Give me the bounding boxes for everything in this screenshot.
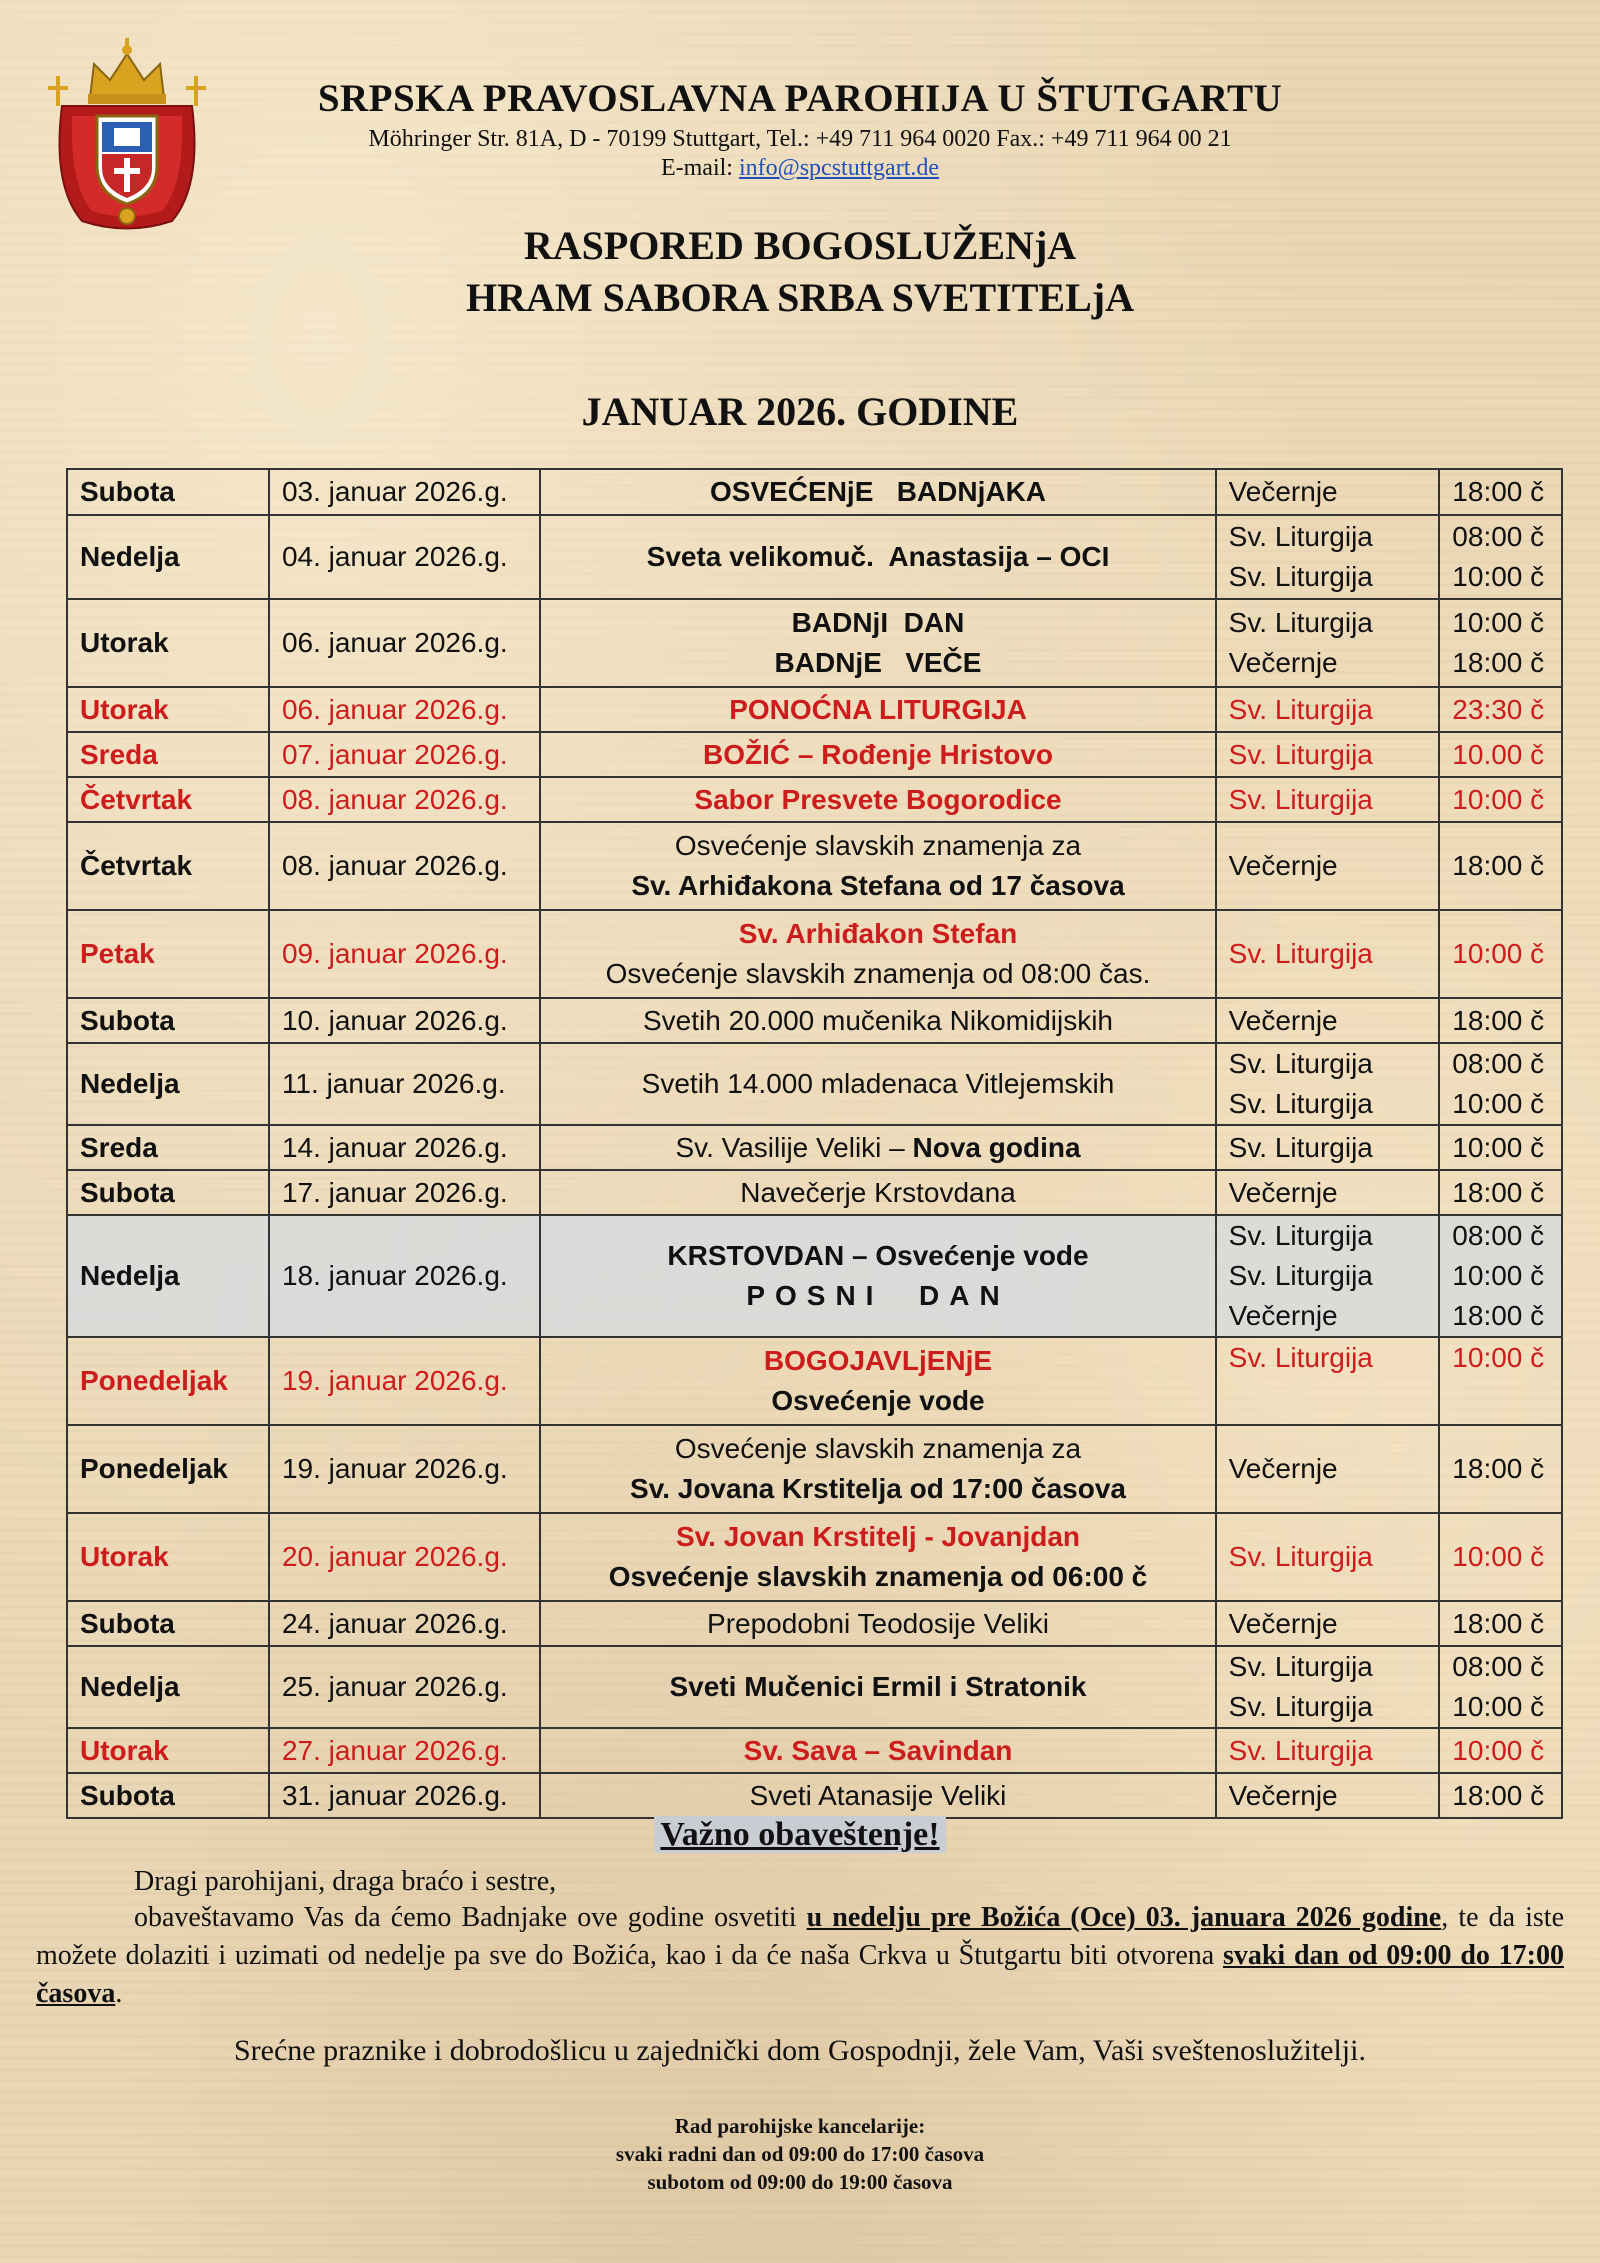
notice-text: , te da iste možete dolaziti i uzimati od nedelje pa sve do Božića, kao i da će naša Crkva u Štutgartu biti otvorena (36, 1902, 1564, 1971)
row-service (1216, 599, 1440, 687)
row-time: 10:00 č (1439, 1337, 1562, 1425)
row-event: Navečerje Krstovdana (540, 1170, 1215, 1215)
event-line: KRSTOVDAN – Osvećenje vode (667, 1240, 1089, 1271)
row-event: PONOĆNA LITURGIJA (540, 687, 1215, 732)
row-service: Sv. Liturgija (1216, 1728, 1440, 1773)
service-line: Sv. Liturgija (1228, 561, 1373, 592)
event-line: BOGOJAVLjENjE (763, 1345, 993, 1376)
row-date: 03. januar 2026.g. (269, 469, 540, 515)
row-event: Svetih 20.000 mučenika Nikomidijskih (540, 998, 1215, 1043)
row-service: Večernje (1216, 469, 1440, 515)
coat-of-arms-icon (42, 36, 212, 236)
row-date: 06. januar 2026.g. (269, 599, 540, 687)
event-line: Osvećenje vode (771, 1385, 985, 1416)
table-row (67, 1513, 1562, 1601)
row-day: Četvrtak (67, 777, 269, 822)
row-date: 07. januar 2026.g. (269, 732, 540, 777)
row-day: Utorak (67, 1513, 269, 1601)
row-date: 08. januar 2026.g. (269, 777, 540, 822)
row-event (540, 1425, 1215, 1513)
row-day: Četvrtak (67, 822, 269, 910)
row-date: 08. januar 2026.g. (269, 822, 540, 910)
time-line: 08:00 č (1452, 1651, 1545, 1682)
notice-date-emphasis: u nedelju pre Božića (Oce) 03. januara 2026 godine (806, 1902, 1442, 1933)
notice-text: obaveštavamo Vas da ćemo Badnjake ove godine osvetiti (134, 1902, 807, 1933)
table-row (67, 1646, 1562, 1728)
row-time: 18:00 č (1439, 822, 1562, 910)
row-day: Subota (67, 1773, 269, 1818)
event-line: Sv. Jovan Krstitelj - Jovanjdan (675, 1521, 1081, 1552)
row-time: 18:00 č (1439, 1773, 1562, 1818)
notice-greeting: Dragi parohijani, draga braćo i sestre, (134, 1866, 557, 1897)
event-line: Osvećenje slavskih znamenja od 08:00 čas. (605, 958, 1151, 989)
table-row (67, 1601, 1562, 1646)
row-event (540, 1513, 1215, 1601)
row-date: 19. januar 2026.g. (269, 1425, 540, 1513)
service-line: Večernje (1228, 647, 1338, 678)
row-time: 18:00 č (1439, 1170, 1562, 1215)
office-weekdays: svaki radni dan od 09:00 do 17:00 časova (615, 2142, 985, 2166)
table-row (67, 1425, 1562, 1513)
event-line: BADNjI DAN (791, 607, 965, 638)
row-time: 23:30 č (1439, 687, 1562, 732)
row-date: 18. januar 2026.g. (269, 1215, 540, 1337)
row-day: Utorak (67, 1728, 269, 1773)
service-line: Sv. Liturgija (1228, 521, 1373, 552)
service-line: Sv. Liturgija (1228, 1651, 1373, 1682)
event-line: Sveta velikomuč. Anastasija – OCI (646, 541, 1110, 572)
row-service: Sv. Liturgija (1216, 910, 1440, 998)
row-date: 14. januar 2026.g. (269, 1125, 540, 1170)
row-event (540, 1215, 1215, 1337)
row-time (1439, 599, 1562, 687)
service-line: Sv. Liturgija (1228, 1088, 1373, 1119)
row-time (1439, 515, 1562, 599)
time-line: 08:00 č (1452, 1220, 1545, 1251)
row-service: Večernje (1216, 998, 1440, 1043)
row-day: Petak (67, 910, 269, 998)
row-event: Prepodobni Teodosije Veliki (540, 1601, 1215, 1646)
row-time: 18:00 č (1439, 1601, 1562, 1646)
row-date: 09. januar 2026.g. (269, 910, 540, 998)
row-service: Sv. Liturgija (1216, 777, 1440, 822)
time-line: 08:00 č (1452, 521, 1545, 552)
table-row (67, 910, 1562, 998)
row-event (540, 1125, 1215, 1170)
table-row (67, 822, 1562, 910)
row-event: BOŽIĆ – Rođenje Hristovo (540, 732, 1215, 777)
schedule-title-line-2: HRAM SABORA SRBA SVETITELjA (466, 275, 1134, 320)
month-title: JANUAR 2026. GODINE (581, 389, 1019, 434)
table-row (67, 732, 1562, 777)
row-event (540, 515, 1215, 599)
notice-hours-emphasis: svaki dan od 09:00 do 17:00 časova (36, 1940, 1564, 2009)
event-line: Sv. Jovana Krstitelja od 17:00 časova (630, 1473, 1126, 1504)
parish-name: SRPSKA PRAVOSLAVNA PAROHIJA U ŠTUTGARTU (317, 77, 1283, 120)
event-line: Osvećenje slavskih znamenja za (674, 830, 1082, 861)
office-saturday: subotom od 09:00 do 19:00 časova (647, 2170, 953, 2194)
row-service (1216, 1043, 1440, 1125)
notice-title: Važno obaveštenje! (654, 1816, 945, 1853)
service-line: Večernje (1228, 1300, 1338, 1331)
row-event: Sveti Mučenici Ermil i Stratonik (540, 1646, 1215, 1728)
service-schedule-table (66, 468, 1563, 1819)
table-row (67, 599, 1562, 687)
row-time: 10:00 č (1439, 1513, 1562, 1601)
service-line: Sv. Liturgija (1228, 607, 1373, 638)
row-date: 10. januar 2026.g. (269, 998, 540, 1043)
event-text-bold: Nova godina (912, 1131, 1081, 1163)
row-date: 20. januar 2026.g. (269, 1513, 540, 1601)
table-row (67, 1043, 1562, 1125)
row-date: 24. januar 2026.g. (269, 1601, 540, 1646)
service-line: Sv. Liturgija (1228, 1048, 1373, 1079)
time-line: 10:00 č (1452, 607, 1545, 638)
table-row (67, 515, 1562, 599)
row-day: Ponedeljak (67, 1425, 269, 1513)
row-date: 17. januar 2026.g. (269, 1170, 540, 1215)
row-date: 25. januar 2026.g. (269, 1646, 540, 1728)
table-row (67, 1125, 1562, 1170)
notice-paragraph (36, 1899, 1564, 2013)
time-line: 10:00 č (1452, 1260, 1545, 1291)
row-service: Sv. Liturgija (1216, 732, 1440, 777)
row-service: Sv. Liturgija (1216, 1513, 1440, 1601)
row-event: Sveti Atanasije Veliki (540, 1773, 1215, 1818)
event-line: Osvećenje slavskih znamenja od 06:00 č (608, 1561, 1148, 1592)
notice-text: . (115, 1978, 123, 2009)
row-time (1439, 1215, 1562, 1337)
table-row (67, 1215, 1562, 1337)
table-row (67, 1728, 1562, 1773)
row-time (1439, 1646, 1562, 1728)
event-line: BADNjE VEČE (774, 647, 982, 678)
row-day: Subota (67, 1170, 269, 1215)
schedule-title (0, 220, 1600, 324)
row-day: Nedelja (67, 1043, 269, 1125)
row-time: 18:00 č (1439, 1425, 1562, 1513)
row-service: Večernje (1216, 1601, 1440, 1646)
time-line: 10:00 č (1452, 1691, 1545, 1722)
parish-address: Möhringer Str. 81A, D - 70199 Stuttgart, Tel.: +49 711 964 0020 Fax.: +49 711 964 00 21 (368, 126, 1232, 152)
table-row (67, 687, 1562, 732)
row-event: Svetih 14.000 mladenaca Vitlejemskih (540, 1043, 1215, 1125)
row-service (1216, 1215, 1440, 1337)
row-time: 18:00 č (1439, 998, 1562, 1043)
row-day: Ponedeljak (67, 1337, 269, 1425)
time-line: 10:00 č (1452, 1088, 1545, 1119)
time-line: 18:00 č (1452, 647, 1545, 678)
time-line: 08:00 č (1452, 1048, 1545, 1079)
row-day: Utorak (67, 599, 269, 687)
row-service (1216, 515, 1440, 599)
time-line: 18:00 č (1452, 1300, 1545, 1331)
row-day: Subota (67, 469, 269, 515)
event-line: OSVEĆENjE BADNjAKA (709, 476, 1047, 507)
row-time: 10:00 č (1439, 1125, 1562, 1170)
row-date: 31. januar 2026.g. (269, 1773, 540, 1818)
row-event (540, 599, 1215, 687)
office-hours (0, 2112, 1600, 2196)
notice-heading (0, 1816, 1600, 1854)
event-line: Sv. Arhiđakon Stefan (738, 918, 1018, 949)
row-service: Sv. Liturgija (1216, 687, 1440, 732)
row-event (540, 469, 1215, 515)
row-day: Subota (67, 1601, 269, 1646)
row-time (1439, 1043, 1562, 1125)
row-event: Sv. Sava – Savindan (540, 1728, 1215, 1773)
office-title: Rad parohijske kancelarije: (674, 2114, 926, 2138)
event-line: Sv. Arhiđakona Stefana od 17 časova (631, 870, 1125, 901)
row-event (540, 910, 1215, 998)
event-text: Sv. Vasilije Veliki – (675, 1131, 913, 1163)
email-label: E-mail: (660, 155, 739, 181)
row-time: 10:00 č (1439, 777, 1562, 822)
email-link[interactable]: info@spcstuttgart.de (738, 155, 940, 181)
row-event (540, 1337, 1215, 1425)
row-date: 04. januar 2026.g. (269, 515, 540, 599)
row-day: Sreda (67, 1125, 269, 1170)
row-time: 10:00 č (1439, 1728, 1562, 1773)
row-service (1216, 1646, 1440, 1728)
parish-email-line (200, 155, 1400, 182)
service-line: Sv. Liturgija (1228, 1220, 1373, 1251)
table-row (67, 777, 1562, 822)
schedule-title-line-1: RASPORED BOGOSLUŽENjA (523, 223, 1077, 268)
row-service: Večernje (1216, 822, 1440, 910)
row-service: Večernje (1216, 1773, 1440, 1818)
row-service: Sv. Liturgija (1216, 1337, 1440, 1425)
row-day: Subota (67, 998, 269, 1043)
row-date: 27. januar 2026.g. (269, 1728, 540, 1773)
table-row (67, 998, 1562, 1043)
row-time: 10.00 č (1439, 732, 1562, 777)
row-service: Sv. Liturgija (1216, 1125, 1440, 1170)
row-day: Nedelja (67, 515, 269, 599)
table-row (67, 1337, 1562, 1425)
closing-greeting: Srećne praznike i dobrodošlicu u zajednički dom Gospodnji, žele Vam, Vaši sveštenoslužitelji. (234, 2034, 1366, 2067)
row-date: 11. januar 2026.g. (269, 1043, 540, 1125)
service-line: Sv. Liturgija (1228, 1691, 1373, 1722)
row-date: 19. januar 2026.g. (269, 1337, 540, 1425)
service-line: Sv. Liturgija (1228, 1260, 1373, 1291)
row-day: Utorak (67, 687, 269, 732)
table-row (67, 469, 1562, 515)
table-row (67, 1773, 1562, 1818)
row-service: Večernje (1216, 1170, 1440, 1215)
row-date: 06. januar 2026.g. (269, 687, 540, 732)
row-day: Sreda (67, 732, 269, 777)
event-line: POSNI DAN (746, 1280, 1010, 1311)
row-event (540, 822, 1215, 910)
row-event: Sabor Presvete Bogorodice (540, 777, 1215, 822)
row-time: 18:00 č (1439, 469, 1562, 515)
row-day: Nedelja (67, 1215, 269, 1337)
table-row (67, 1170, 1562, 1215)
row-service: Večernje (1216, 1425, 1440, 1513)
time-line: 10:00 č (1452, 561, 1545, 592)
row-day: Nedelja (67, 1646, 269, 1728)
row-time: 10:00 č (1439, 910, 1562, 998)
event-line: Osvećenje slavskih znamenja za (674, 1433, 1082, 1464)
